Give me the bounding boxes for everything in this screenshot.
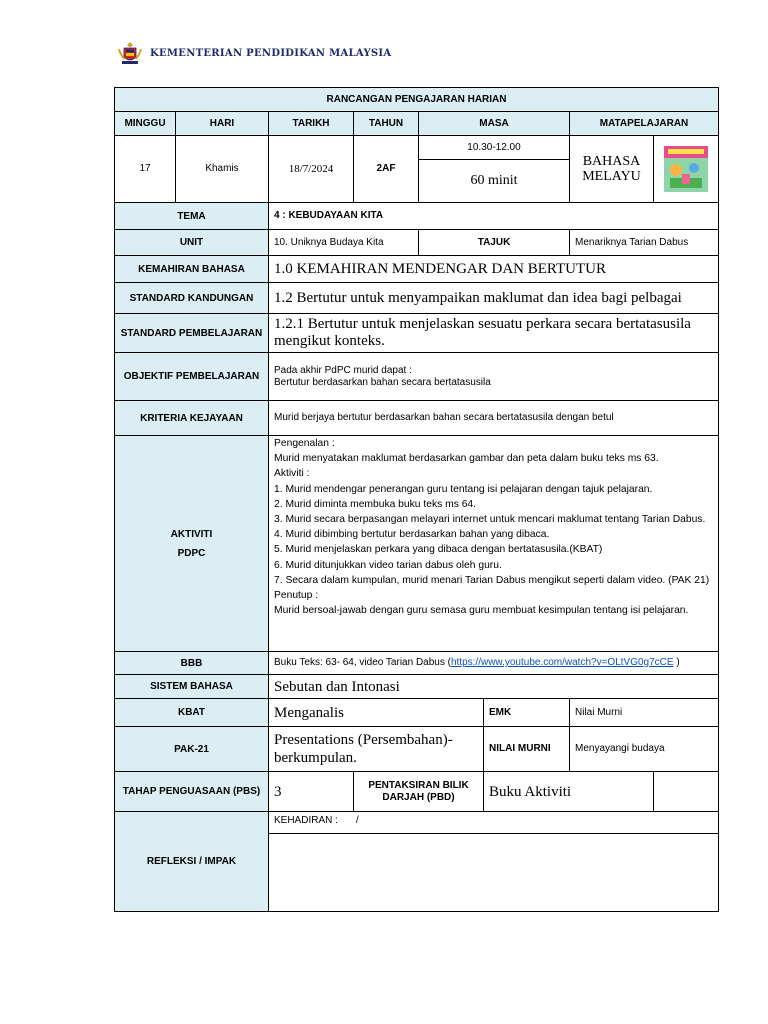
refleksi-notes[interactable] xyxy=(269,834,719,912)
label-nilai-murni: NILAI MURNI xyxy=(484,727,570,772)
label-sistem-bahasa: SISTEM BAHASA xyxy=(115,675,269,699)
label-tema: TEMA xyxy=(115,203,269,230)
value-hari: Khamis xyxy=(176,136,269,203)
aktiviti-line: Pengenalan : xyxy=(274,438,335,449)
value-tarikh: 18/7/2024 xyxy=(269,136,354,203)
aktiviti-line: Aktiviti : xyxy=(274,468,310,480)
value-aktiviti xyxy=(269,436,719,652)
value-pbd-extra xyxy=(654,772,719,812)
kehadiran-label: KEHADIRAN : xyxy=(274,815,338,826)
video-link[interactable]: https://www.youtube.com/watch?v=OLtVG0g7cCE xyxy=(450,657,674,668)
header-tarikh: TARIKH xyxy=(269,112,354,136)
label-aktiviti xyxy=(115,436,269,652)
value-kehadiran xyxy=(269,812,719,834)
aktiviti-line: 6. Murid ditunjukkan video tarian dabus oleh guru. xyxy=(274,559,502,571)
value-emk: Nilai Murni xyxy=(570,699,719,727)
value-standard-pembelajaran: 1.2.1 Bertutur untuk menjelaskan sesuatu perkara secara bertatasusila mengikut konteks. xyxy=(269,314,719,353)
value-tahap-penguasaan: 3 xyxy=(269,772,354,812)
aktiviti-line: 1. Murid mendengar penerangan guru tentang isi pelajaran dengan tajuk pelajaran. xyxy=(274,483,653,495)
header-tahun: TAHUN xyxy=(354,112,419,136)
value-objektif xyxy=(269,353,719,401)
value-bbb xyxy=(269,652,719,675)
kehadiran-value: / xyxy=(355,815,359,826)
label-kriteria: KRITERIA KEJAYAAN xyxy=(115,401,269,436)
aktiviti-line: Murid menyatakan maklumat berdasarkan gambar dan peta dalam buku teks ms 63. xyxy=(274,453,659,465)
aktiviti-line: Murid bersoal-jawab dengan guru semasa guru membuat kesimpulan tentang isi pelajaran. xyxy=(274,605,689,617)
label-kemahiran-bahasa: KEMAHIRAN BAHASA xyxy=(115,256,269,283)
header-hari: HARI xyxy=(176,112,269,136)
value-kriteria: Murid berjaya bertutur berdasarkan bahan secara bertatasusila dengan betul xyxy=(269,401,719,436)
value-pbd: Buku Aktiviti xyxy=(484,772,654,812)
aktiviti-line: 4. Murid dibimbing bertutur berdasarkan bahan yang dibaca. xyxy=(274,529,550,541)
value-pak21: Presentations (Persembahan)- berkumpulan. xyxy=(269,727,484,772)
label-pbd: PENTAKSIRAN BILIK DARJAH (PBD) xyxy=(354,772,484,812)
ministry-name: KEMENTERIAN PENDIDIKAN MALAYSIA xyxy=(150,47,392,59)
label-standard-kandungan: STANDARD KANDUNGAN xyxy=(115,283,269,314)
value-tema: 4 : KEBUDAYAAN KITA xyxy=(269,203,719,230)
label-unit: UNIT xyxy=(115,230,269,256)
label-objektif: OBJEKTIF PEMBELAJARAN xyxy=(115,353,269,401)
textbook-cover-cell xyxy=(654,136,719,203)
value-minggu: 17 xyxy=(115,136,176,203)
aktiviti-line: 5. Murid menjelaskan perkara yang dibaca dengan bertatasusila.(KBAT) xyxy=(274,544,603,556)
label-refleksi: REFLEKSI / IMPAK xyxy=(115,812,269,912)
value-masa-time: 10.30-12.00 xyxy=(419,136,570,160)
aktiviti-line: 2. Murid diminta membuka buku teks ms 64. xyxy=(274,498,477,510)
value-tahun: 2AF xyxy=(354,136,419,203)
label-tahap-penguasaan: TAHAP PENGUASAAN (PBS) xyxy=(115,772,269,812)
value-unit: 10. Uniknya Budaya Kita xyxy=(269,230,419,256)
table-title: RANCANGAN PENGAJARAN HARIAN xyxy=(115,88,719,112)
header-minggu: MINGGU xyxy=(115,112,176,136)
aktiviti-line: Penutup : xyxy=(274,590,319,602)
value-sistem-bahasa: Sebutan dan Intonasi xyxy=(269,675,719,699)
lesson-plan-table xyxy=(114,87,719,912)
bbb-text: Buku Teks: 63- 64, video Tarian Dabus ( xyxy=(274,657,451,668)
header-masa: MASA xyxy=(419,112,570,136)
label-standard-pembelajaran: STANDARD PEMBELAJARAN xyxy=(115,314,269,353)
value-tajuk: Menariknya Tarian Dabus xyxy=(570,230,719,256)
label-kbat: KBAT xyxy=(115,699,269,727)
value-matapelajaran: BAHASA MELAYU xyxy=(570,136,654,203)
label-emk: EMK xyxy=(484,699,570,727)
value-kbat: Menganalis xyxy=(269,699,484,727)
textbook-cover-icon xyxy=(664,146,708,192)
label-aktiviti-1: AKTIVITI xyxy=(170,528,213,540)
label-bbb: BBB xyxy=(115,652,269,675)
label-pak21: PAK-21 xyxy=(115,727,269,772)
aktiviti-line: 3. Murid secara berpasangan melayari internet untuk mencari maklumat tentang Tarian Dabus. xyxy=(274,514,706,526)
value-standard-kandungan: 1.2 Bertutur untuk menyampaikan maklumat dan idea bagi pelbagai xyxy=(269,283,719,314)
ministry-header xyxy=(116,40,391,66)
value-kemahiran-bahasa: 1.0 KEMAHIRAN MENDENGAR DAN BERTUTUR xyxy=(269,256,719,283)
label-tajuk: TAJUK xyxy=(419,230,570,256)
objektif-line-2: Bertutur berdasarkan bahan secara bertatasusila xyxy=(274,376,491,388)
value-masa-duration: 60 minit xyxy=(419,160,570,203)
malaysia-coat-of-arms-icon xyxy=(116,40,144,66)
objektif-line-1: Pada akhir PdPC murid dapat : xyxy=(274,364,412,376)
bbb-suffix: ) xyxy=(673,657,680,668)
value-nilai-murni: Menyayangi budaya xyxy=(570,727,719,772)
header-matapelajaran: MATAPELAJARAN xyxy=(570,112,719,136)
aktiviti-line: 7. Secara dalam kumpulan, murid menari Tarian Dabus mengikut seperti dalam video. (PAK 21) xyxy=(274,574,710,586)
label-aktiviti-2: PDPC xyxy=(177,547,206,559)
